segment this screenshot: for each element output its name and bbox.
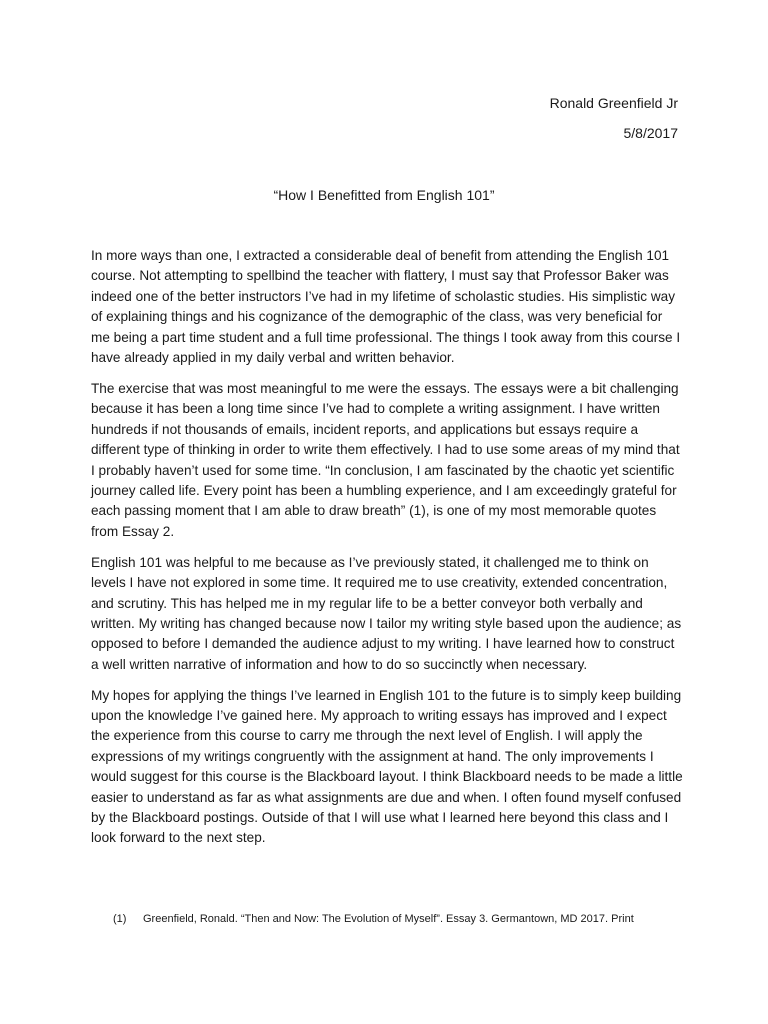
footnote-text: Greenfield, Ronald. “Then and Now: The Evolution of Myself”. Essay 3. Germantown, MD 2017. Print (143, 913, 634, 925)
essay-body (91, 246, 684, 859)
author-date-block (550, 93, 678, 143)
author-name: Ronald Greenfield Jr (549, 95, 678, 111)
paragraph-2: The exercise that was most meaningful to me were the essays. The essays were a bit challenging because it has been a long time since I’ve had to complete a writing assignment. I have written hundreds if not thousands of emails, incident reports, and applications but essays require a different type of thinking in order to write them effectively. I had to use some areas of my mind that I probably haven’t used for some time. “In conclusion, I am fascinated by the chaotic yet scientific journey called life. Every point has been a humbling experience, and I am exceedingly grateful for each passing moment that I am able to draw breath” (1), is one of my most memorable quotes from Essay 2. (91, 380, 680, 539)
essay-title: “How I Benefitted from English 101” (273, 187, 495, 203)
footnote-number: (1) (113, 913, 127, 925)
paragraph-3: English 101 was helpful to me because as I’ve previously stated, it challenged me to think on levels I have not explored in some time. It required me to use creativity, extended concentration, and scrutiny. This has helped me in my regular life to be a better conveyor both verbally and written. My writing has changed because now I tailor my writing style based upon the audience; as opposed to before I demanded the audience adjust to my writing. I have learned how to construct a well written narrative of information and how to do so succinctly when necessary. (91, 554, 682, 672)
paragraph-1: In more ways than one, I extracted a considerable deal of benefit from attending the English 101 course. Not attempting to spellbind the teacher with flattery, I must say that Professor Baker was indeed one of the better instructors I’ve had in my lifetime of scholastic studies. His simplistic way of explaining things and his cognizance of the demographic of the class, was very beneficial for me being a part time student and a full time professional. The things I took away from this course I have already applied in my daily verbal and written behavior. (91, 248, 681, 366)
document-date: 5/8/2017 (623, 125, 678, 141)
paragraph-4: My hopes for applying the things I’ve learned in English 101 to the future is to simply keep building upon the knowledge I’ve gained here. My approach to writing essays has improved and I expect the experience from this course to carry me through the next level of English. I will apply the expressions of my writings congruently with the assignment at hand. The only improvements I would suggest for this course is the Blackboard layout. I think Blackboard needs to be made a little easier to understand as far as what assignments are due and when. I often found myself confused by the Blackboard postings. Outside of that I will use what I learned here beyond this class and I look forward to the next step. (91, 687, 683, 846)
footnote (113, 911, 634, 927)
